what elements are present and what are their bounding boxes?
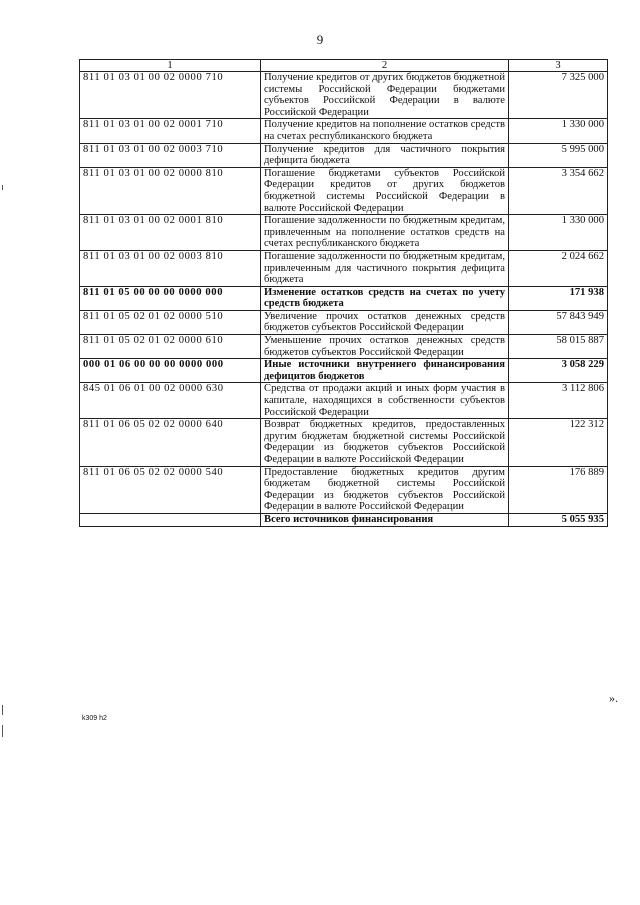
row-amount: 176 889	[509, 466, 608, 513]
table-total-row	[80, 513, 608, 526]
row-code: 811 01 05 02 01 02 0000 510	[80, 310, 261, 334]
table-row	[80, 167, 608, 214]
row-description: Предоставление бюджетных кредитов другим бюджетам бюджетной системы Российской Федерации из бюджетов субъектов Российской Федерации в валюте Российской Федерации	[261, 466, 509, 513]
row-description: Изменение остатков средств на счетах по учету средств бюджета	[261, 286, 509, 310]
budget-sources-table	[79, 59, 608, 527]
row-code: 811 01 05 02 01 02 0000 610	[80, 335, 261, 359]
row-description: Средства от продажи акций и иных форм участия в капитале, находящихся в собственности субъектов Российской Федерации	[261, 383, 509, 419]
row-amount: 2 024 662	[509, 250, 608, 286]
row-amount: 1 330 000	[509, 119, 608, 143]
table-row	[80, 466, 608, 513]
footer-document-code: k309 h2	[82, 715, 107, 722]
margin-scan-mark	[2, 705, 3, 715]
row-amount: 122 312	[509, 419, 608, 466]
table-row	[80, 72, 608, 119]
row-description: Погашение задолженности по бюджетным кредитам, привлеченным для частичного покрытия дефицита бюджета	[261, 250, 509, 286]
row-description: Возврат бюджетных кредитов, предоставленных другим бюджетам бюджетной системы Российской Федерации из бюджетов субъектов Российской Федерации в валюте Российской Федерации	[261, 419, 509, 466]
total-label: Всего источников финансирования	[261, 513, 509, 526]
row-code: 811 01 03 01 00 02 0001 710	[80, 119, 261, 143]
row-amount: 3 112 806	[509, 383, 608, 419]
row-code: 811 01 06 05 02 02 0000 640	[80, 419, 261, 466]
row-code: 811 01 03 01 00 02 0001 810	[80, 215, 261, 251]
table-row	[80, 119, 608, 143]
row-code: 811 01 03 01 00 02 0003 810	[80, 250, 261, 286]
row-code: 000 01 06 00 00 00 0000 000	[80, 359, 261, 383]
margin-scan-mark	[2, 185, 3, 190]
total-amount: 5 055 935	[509, 513, 608, 526]
table-row	[80, 335, 608, 359]
row-code: 811 01 05 00 00 00 0000 000	[80, 286, 261, 310]
total-code	[80, 513, 261, 526]
row-description: Увеличение прочих остатков денежных средств бюджетов субъектов Российской Федерации	[261, 310, 509, 334]
closing-quote-mark: ».	[609, 691, 618, 705]
row-code: 845 01 06 01 00 02 0000 630	[80, 383, 261, 419]
table-row	[80, 143, 608, 167]
table-row	[80, 383, 608, 419]
row-description: Иные источники внутреннего финансирования дефицитов бюджетов	[261, 359, 509, 383]
row-code: 811 01 03 01 00 02 0000 810	[80, 167, 261, 214]
row-amount: 1 330 000	[509, 215, 608, 251]
column-header-code: 1	[80, 60, 261, 72]
row-amount: 171 938	[509, 286, 608, 310]
column-header-description: 2	[261, 60, 509, 72]
table-row	[80, 310, 608, 334]
table-row	[80, 215, 608, 251]
row-description: Уменьшение прочих остатков денежных средств бюджетов субъектов Российской Федерации	[261, 335, 509, 359]
row-code: 811 01 03 01 00 02 0003 710	[80, 143, 261, 167]
row-amount: 5 995 000	[509, 143, 608, 167]
row-amount: 57 843 949	[509, 310, 608, 334]
row-description: Получение кредитов от других бюджетов бюджетной системы Российской Федерации бюджетами субъектов Российской Федерации в валюте Российской Федерации	[261, 72, 509, 119]
table-row	[80, 286, 608, 310]
margin-scan-mark	[2, 725, 3, 737]
table-row	[80, 359, 608, 383]
row-description: Погашение задолженности по бюджетным кредитам, привлеченным на пополнение остатков средств на счетах республиканского бюджета	[261, 215, 509, 251]
row-amount: 7 325 000	[509, 72, 608, 119]
row-description: Получение кредитов для частичного покрытия дефицита бюджета	[261, 143, 509, 167]
row-description: Получение кредитов на пополнение остатков средств на счетах республиканского бюджета	[261, 119, 509, 143]
row-code: 811 01 03 01 00 02 0000 710	[80, 72, 261, 119]
table-row	[80, 419, 608, 466]
row-description: Погашение бюджетами субъектов Российской Федерации кредитов от других бюджетов бюджетной системы Российской Федерации в валюте Российской Федерации	[261, 167, 509, 214]
table-header-row	[80, 60, 608, 72]
row-amount: 58 015 887	[509, 335, 608, 359]
row-amount: 3 354 662	[509, 167, 608, 214]
column-header-amount: 3	[509, 60, 608, 72]
row-code: 811 01 06 05 02 02 0000 540	[80, 466, 261, 513]
row-amount: 3 058 229	[509, 359, 608, 383]
page-number: 9	[316, 32, 324, 47]
table-row	[80, 250, 608, 286]
